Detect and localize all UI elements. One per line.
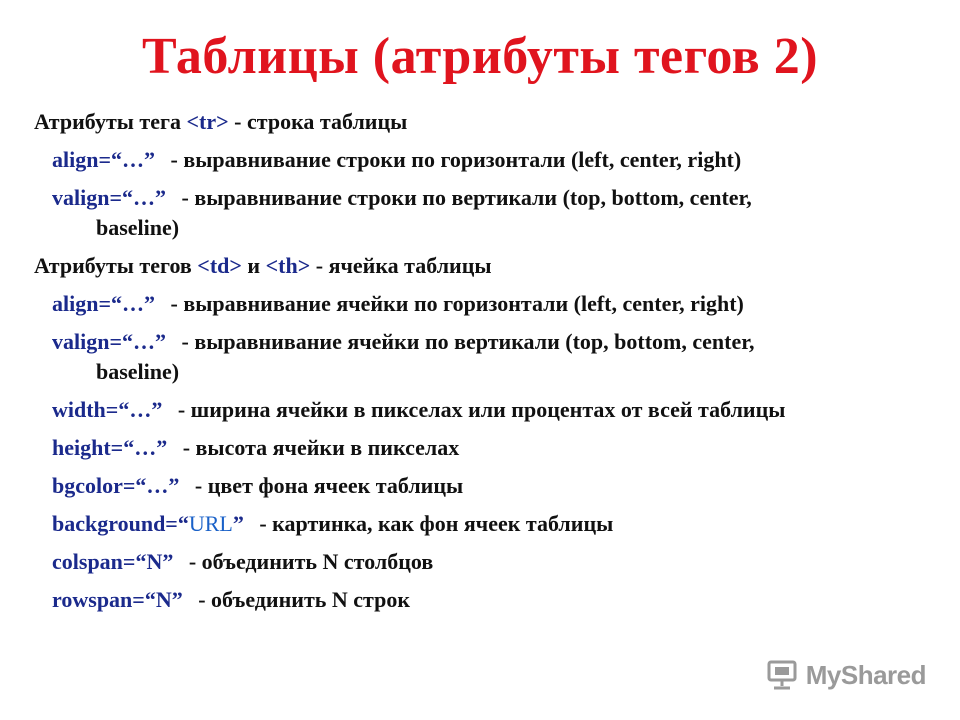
attr-row-td-valign [52, 328, 954, 356]
tag-th: <th> [265, 253, 311, 278]
attr-name-prefix: background=“ [52, 511, 189, 536]
attr-name: colspan=“N” [52, 549, 174, 574]
attr-row-td-width [52, 396, 954, 424]
attr-desc: - картинка, как фон ячеек таблицы [253, 511, 614, 536]
attr-row-td-bgcolor [52, 472, 954, 500]
slide-title: Таблицы (атрибуты тегов 2) [141, 28, 819, 85]
attr-desc: - выравнивание строки по горизонтали (left, center, right) [165, 147, 742, 172]
attr-desc: - выравнивание строки по вертикали (top, bottom, center, [176, 185, 752, 210]
attr-name: width=“…” [52, 397, 163, 422]
section-head-suffix: - ячейка таблицы [310, 253, 492, 278]
section-head-prefix: Атрибуты тегов [34, 253, 198, 278]
attr-url-value: URL [188, 511, 233, 536]
tag-td: <td> [197, 253, 242, 278]
attr-row-td-rowspan [52, 586, 954, 614]
attr-row-td-align [52, 290, 954, 318]
attr-name: valign=“…” [52, 185, 166, 210]
attr-name: align=“…” [52, 291, 155, 316]
attr-desc: - объединить N строк [192, 587, 411, 612]
attr-row-td-colspan [52, 548, 954, 576]
attr-desc: - выравнивание ячейки по горизонтали (left, center, right) [165, 291, 744, 316]
section-head-suffix: - строка таблицы [228, 109, 408, 134]
attr-desc: - объединить N столбцов [183, 549, 434, 574]
attr-row-td-height [52, 434, 954, 462]
section-head-td-th [34, 252, 954, 280]
attr-desc: - ширина ячейки в пикселах или процентах от всей таблицы [172, 397, 786, 422]
tag-tr: <tr> [186, 109, 229, 134]
slides-icon [766, 658, 800, 692]
myshared-watermark [766, 655, 926, 695]
section-head-prefix: Атрибуты тега [34, 109, 187, 134]
attr-name: bgcolor=“…” [52, 473, 180, 498]
attr-desc: - цвет фона ячеек таблицы [189, 473, 464, 498]
attr-name: align=“…” [52, 147, 155, 172]
watermark-text: MyShared [805, 659, 926, 690]
slide-content [34, 108, 954, 624]
attr-row-td-background [52, 510, 954, 538]
attr-desc: - выравнивание ячейки по вертикали (top, bottom, center, [176, 329, 755, 354]
attr-desc: - высота ячейки в пикселах [177, 435, 460, 460]
section-head-middle: и [241, 253, 266, 278]
attr-desc-continuation: baseline) [96, 215, 180, 240]
attr-name: rowspan=“N” [52, 587, 183, 612]
attr-name: height=“…” [52, 435, 168, 460]
attr-name: valign=“…” [52, 329, 166, 354]
attr-row-tr-align [52, 146, 954, 174]
section-head-tr [34, 108, 954, 136]
attr-name-suffix: ” [232, 511, 244, 536]
attr-desc-continuation: baseline) [96, 359, 180, 384]
attr-row-tr-valign [52, 184, 954, 212]
